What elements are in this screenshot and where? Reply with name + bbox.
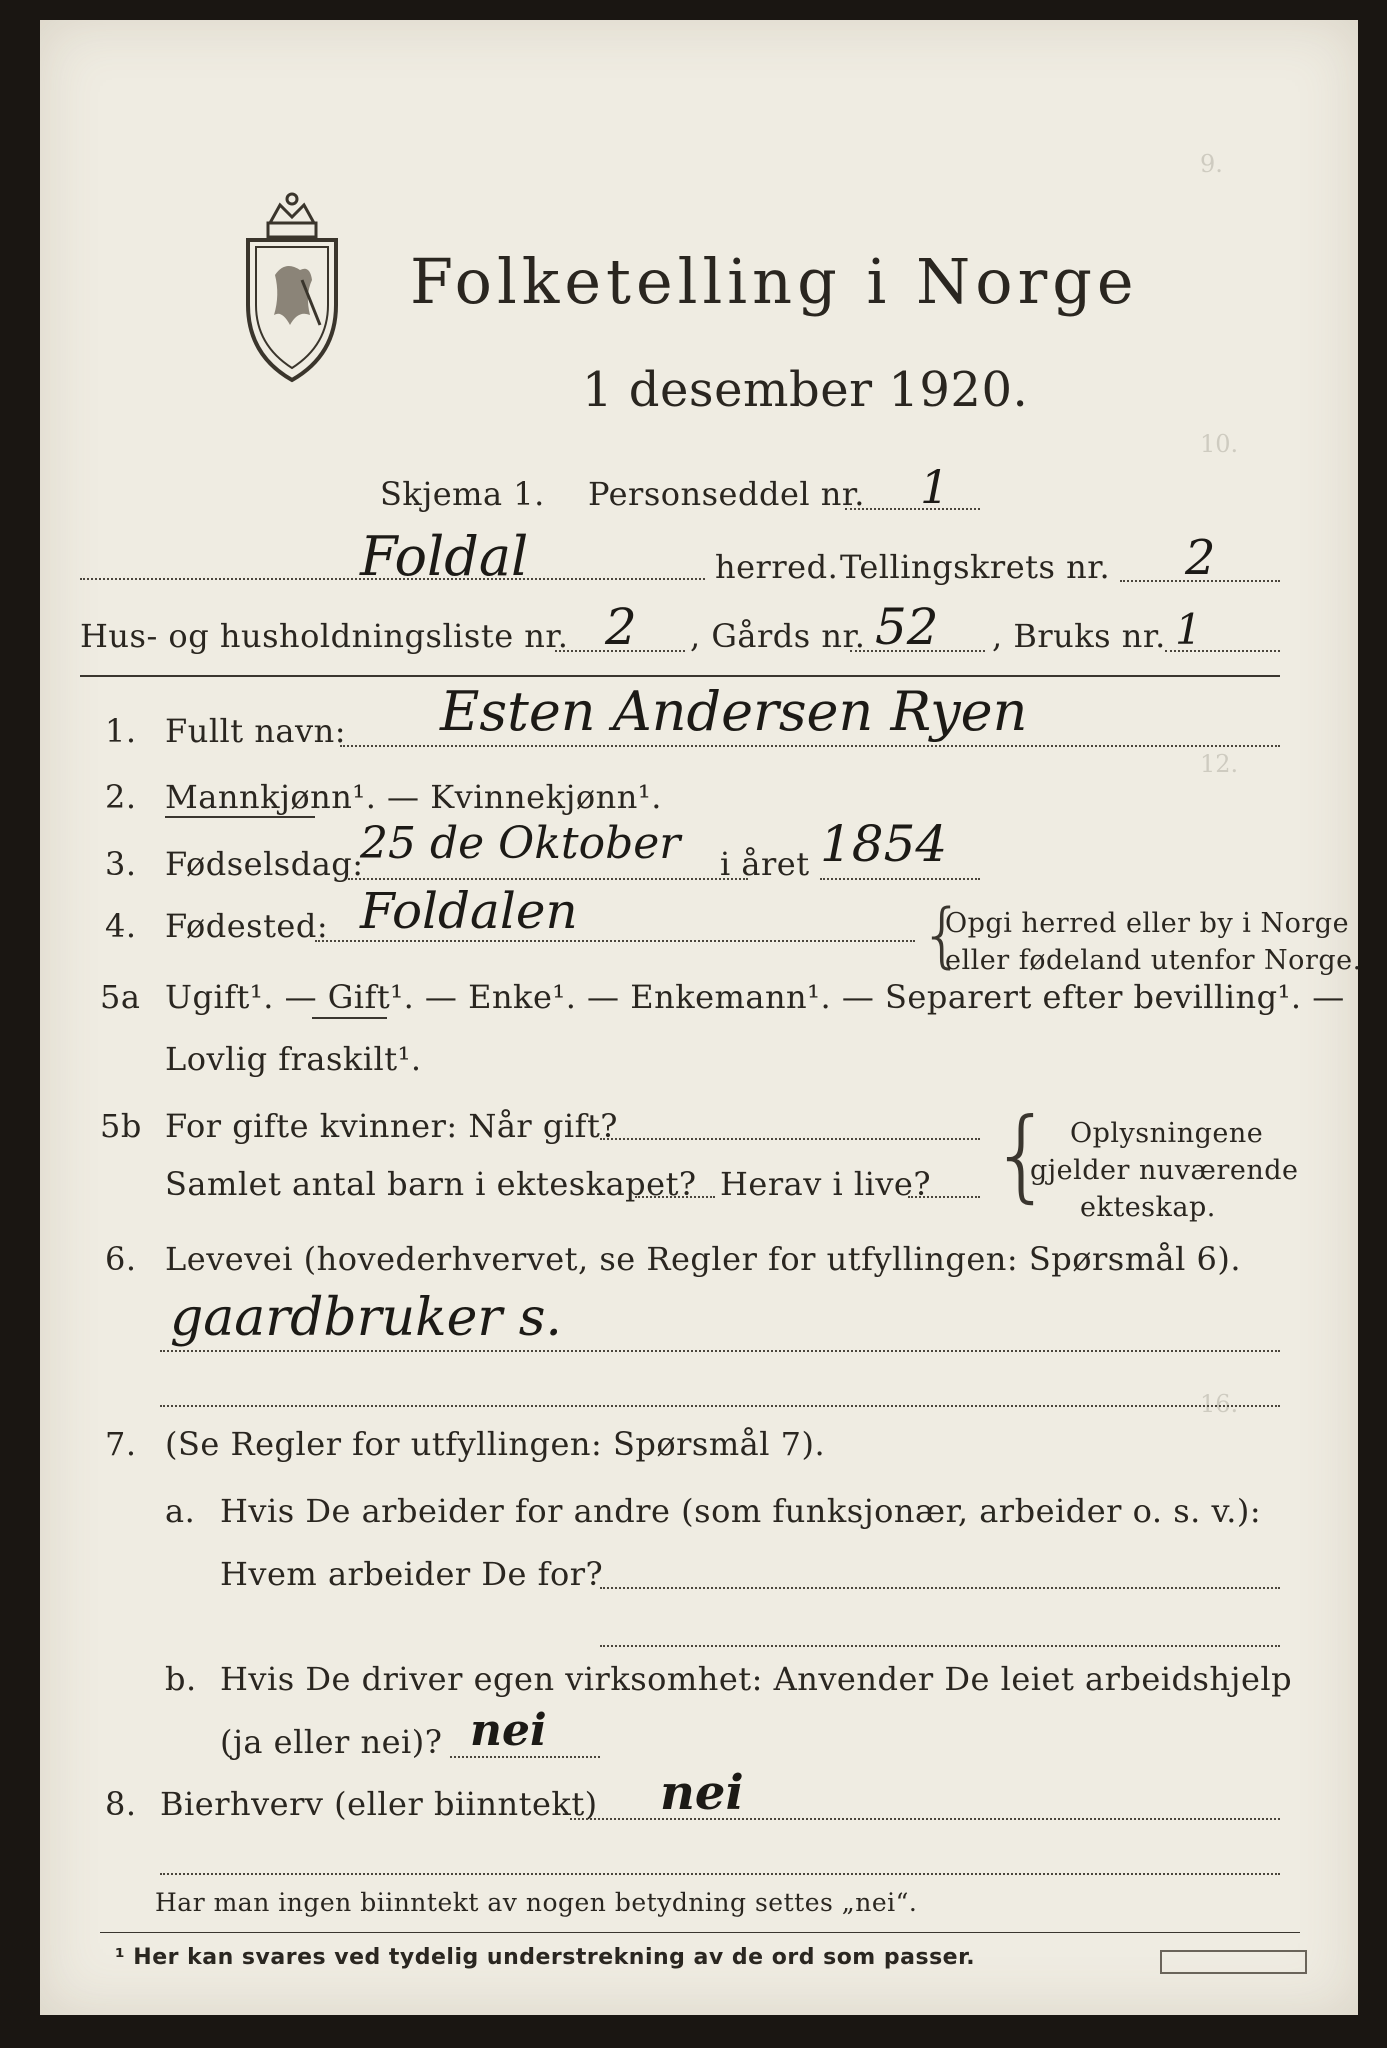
q1-line [340,745,1280,747]
q3-label: Fødselsdag: [165,845,364,883]
q7b-yes-no-label: (ja eller nei)? [220,1723,443,1761]
q7a-question: Hvis De arbeider for andre (som funksjonær, arbeider o. s. v.): [220,1492,1262,1530]
personseddel-value[interactable]: 1 [920,460,950,514]
q5b-note-line2: gjelder nuværende [1030,1155,1299,1186]
q2-number: 2. [105,778,137,816]
q5b-note-line1: Oplysningene [1070,1118,1264,1149]
q4-number: 4. [105,907,137,945]
q1-label: Fullt navn: [165,712,346,750]
footer-divider [100,1932,1300,1933]
q4-line [315,940,915,942]
census-date: 1 desember 1920. [582,362,1029,418]
footnote: ¹ Her kan svares ved tydelig understrekning av de ord som passer. [115,1945,976,1970]
q7a-prefix: a. [165,1492,196,1530]
q3-year-value[interactable]: 1854 [820,815,948,873]
census-form-page [40,20,1362,2015]
q7b-prefix: b. [165,1660,197,1698]
q8-label: Bierhverv (eller biinntekt) [160,1785,598,1823]
tellingskrets-label: Tellingskrets nr. [840,548,1111,586]
q3-birthday-value[interactable]: 25 de Oktober [360,818,681,869]
q2-gender-options: Mannkjønn¹. — Kvinnekjønn¹. [165,778,662,816]
q3-line [348,878,748,880]
q3-year-line [820,878,980,880]
q8-extra-line [160,1873,1280,1875]
bruks-value[interactable]: 1 [1175,605,1202,654]
husliste-label: Hus- og husholdningsliste nr. [80,617,569,655]
skjema-label: Skjema 1. [380,475,545,513]
norway-coat-of-arms-icon [240,185,345,385]
q3-number: 3. [105,845,137,883]
q5a-number: 5a [100,978,141,1016]
q8-number: 8. [105,1785,137,1823]
q5a-marital-options: Ugift¹. — Gift¹. — Enke¹. — Enkemann¹. — Separert efter bevilling¹. — [165,978,1345,1016]
q7-label: (Se Regler for utfyllingen: Spørsmål 7). [165,1425,826,1463]
bleed-through-text: 12. [1200,750,1239,778]
gards-value[interactable]: 52 [875,598,939,656]
q7a-extra-line [600,1645,1280,1647]
tellingskrets-value[interactable]: 2 [1185,530,1216,586]
header-divider [80,675,1280,677]
q7b-yes-no-value[interactable]: nei [470,1705,547,1756]
q5b-note-brace: { [990,1096,1054,1213]
q4-note-line1: Opgi herred eller by i Norge [945,908,1350,939]
personseddel-label: Personseddel nr. [588,475,865,513]
q4-note-brace: { [920,894,965,976]
q7a-employer-label: Hvem arbeider De for? [220,1555,604,1593]
q5b-when-married-label: For gifte kvinner: Når gift? [165,1107,618,1145]
q7-number: 7. [105,1425,137,1463]
herred-label: herred. [715,548,839,586]
gards-label: , Gårds nr. [690,617,866,655]
bleed-through-text: 16. [1200,1390,1239,1418]
q3-year-label: i året [720,845,810,883]
q7b-question: Hvis De driver egen virksomhet: Anvender De leiet arbeidshjelp [220,1660,1293,1698]
q7a-employer-line [600,1587,1280,1589]
q4-note-line2: eller fødeland utenfor Norge. [945,945,1362,976]
q8-side-income-value[interactable]: nei [660,1765,744,1821]
q5b-children-label: Samlet antal barn i ekteskapet? [165,1165,697,1203]
q5a-marital-options-cont: Lovlig fraskilt¹. [165,1040,422,1078]
q6-label: Levevei (hovederhvervet, se Regler for utfyllingen: Spørsmål 6). [165,1240,1242,1278]
q6-number: 6. [105,1240,137,1278]
q6-line1 [160,1350,1280,1352]
q5b-alive-label: Herav i live? [720,1165,932,1203]
q7b-yes-no-line [450,1756,600,1758]
q5b-children-line [635,1196,715,1198]
personseddel-line [845,508,980,510]
herred-value[interactable]: Foldal [360,525,529,588]
q4-label: Fødested: [165,907,329,945]
husliste-value[interactable]: 2 [605,598,637,656]
q5a-gift-underline [312,1017,387,1019]
q5b-alive-line [908,1196,980,1198]
printer-stamp [1160,1950,1307,1974]
q1-full-name-value[interactable]: Esten Andersen Ryen [440,680,1028,743]
q6-line2 [160,1405,1280,1407]
q5b-note-line3: ekteskap. [1080,1192,1216,1223]
q1-number: 1. [105,712,137,750]
q6-occupation-value[interactable]: gaardbruker s. [170,1288,562,1348]
q5b-number: 5b [100,1107,142,1145]
herred-line [80,578,705,580]
q4-birthplace-value[interactable]: Foldalen [360,882,578,940]
q5b-when-married-line [600,1138,980,1140]
footer-note: Har man ingen biinntekt av nogen betydning settes „nei“. [155,1888,918,1917]
bruks-label: , Bruks nr. [992,617,1166,655]
bleed-through-text: 10. [1200,430,1239,458]
q2-mannkjonn-underline [165,816,315,818]
form-title: Folketelling i Norge [410,245,1139,318]
bleed-through-text: 9. [1200,150,1223,178]
